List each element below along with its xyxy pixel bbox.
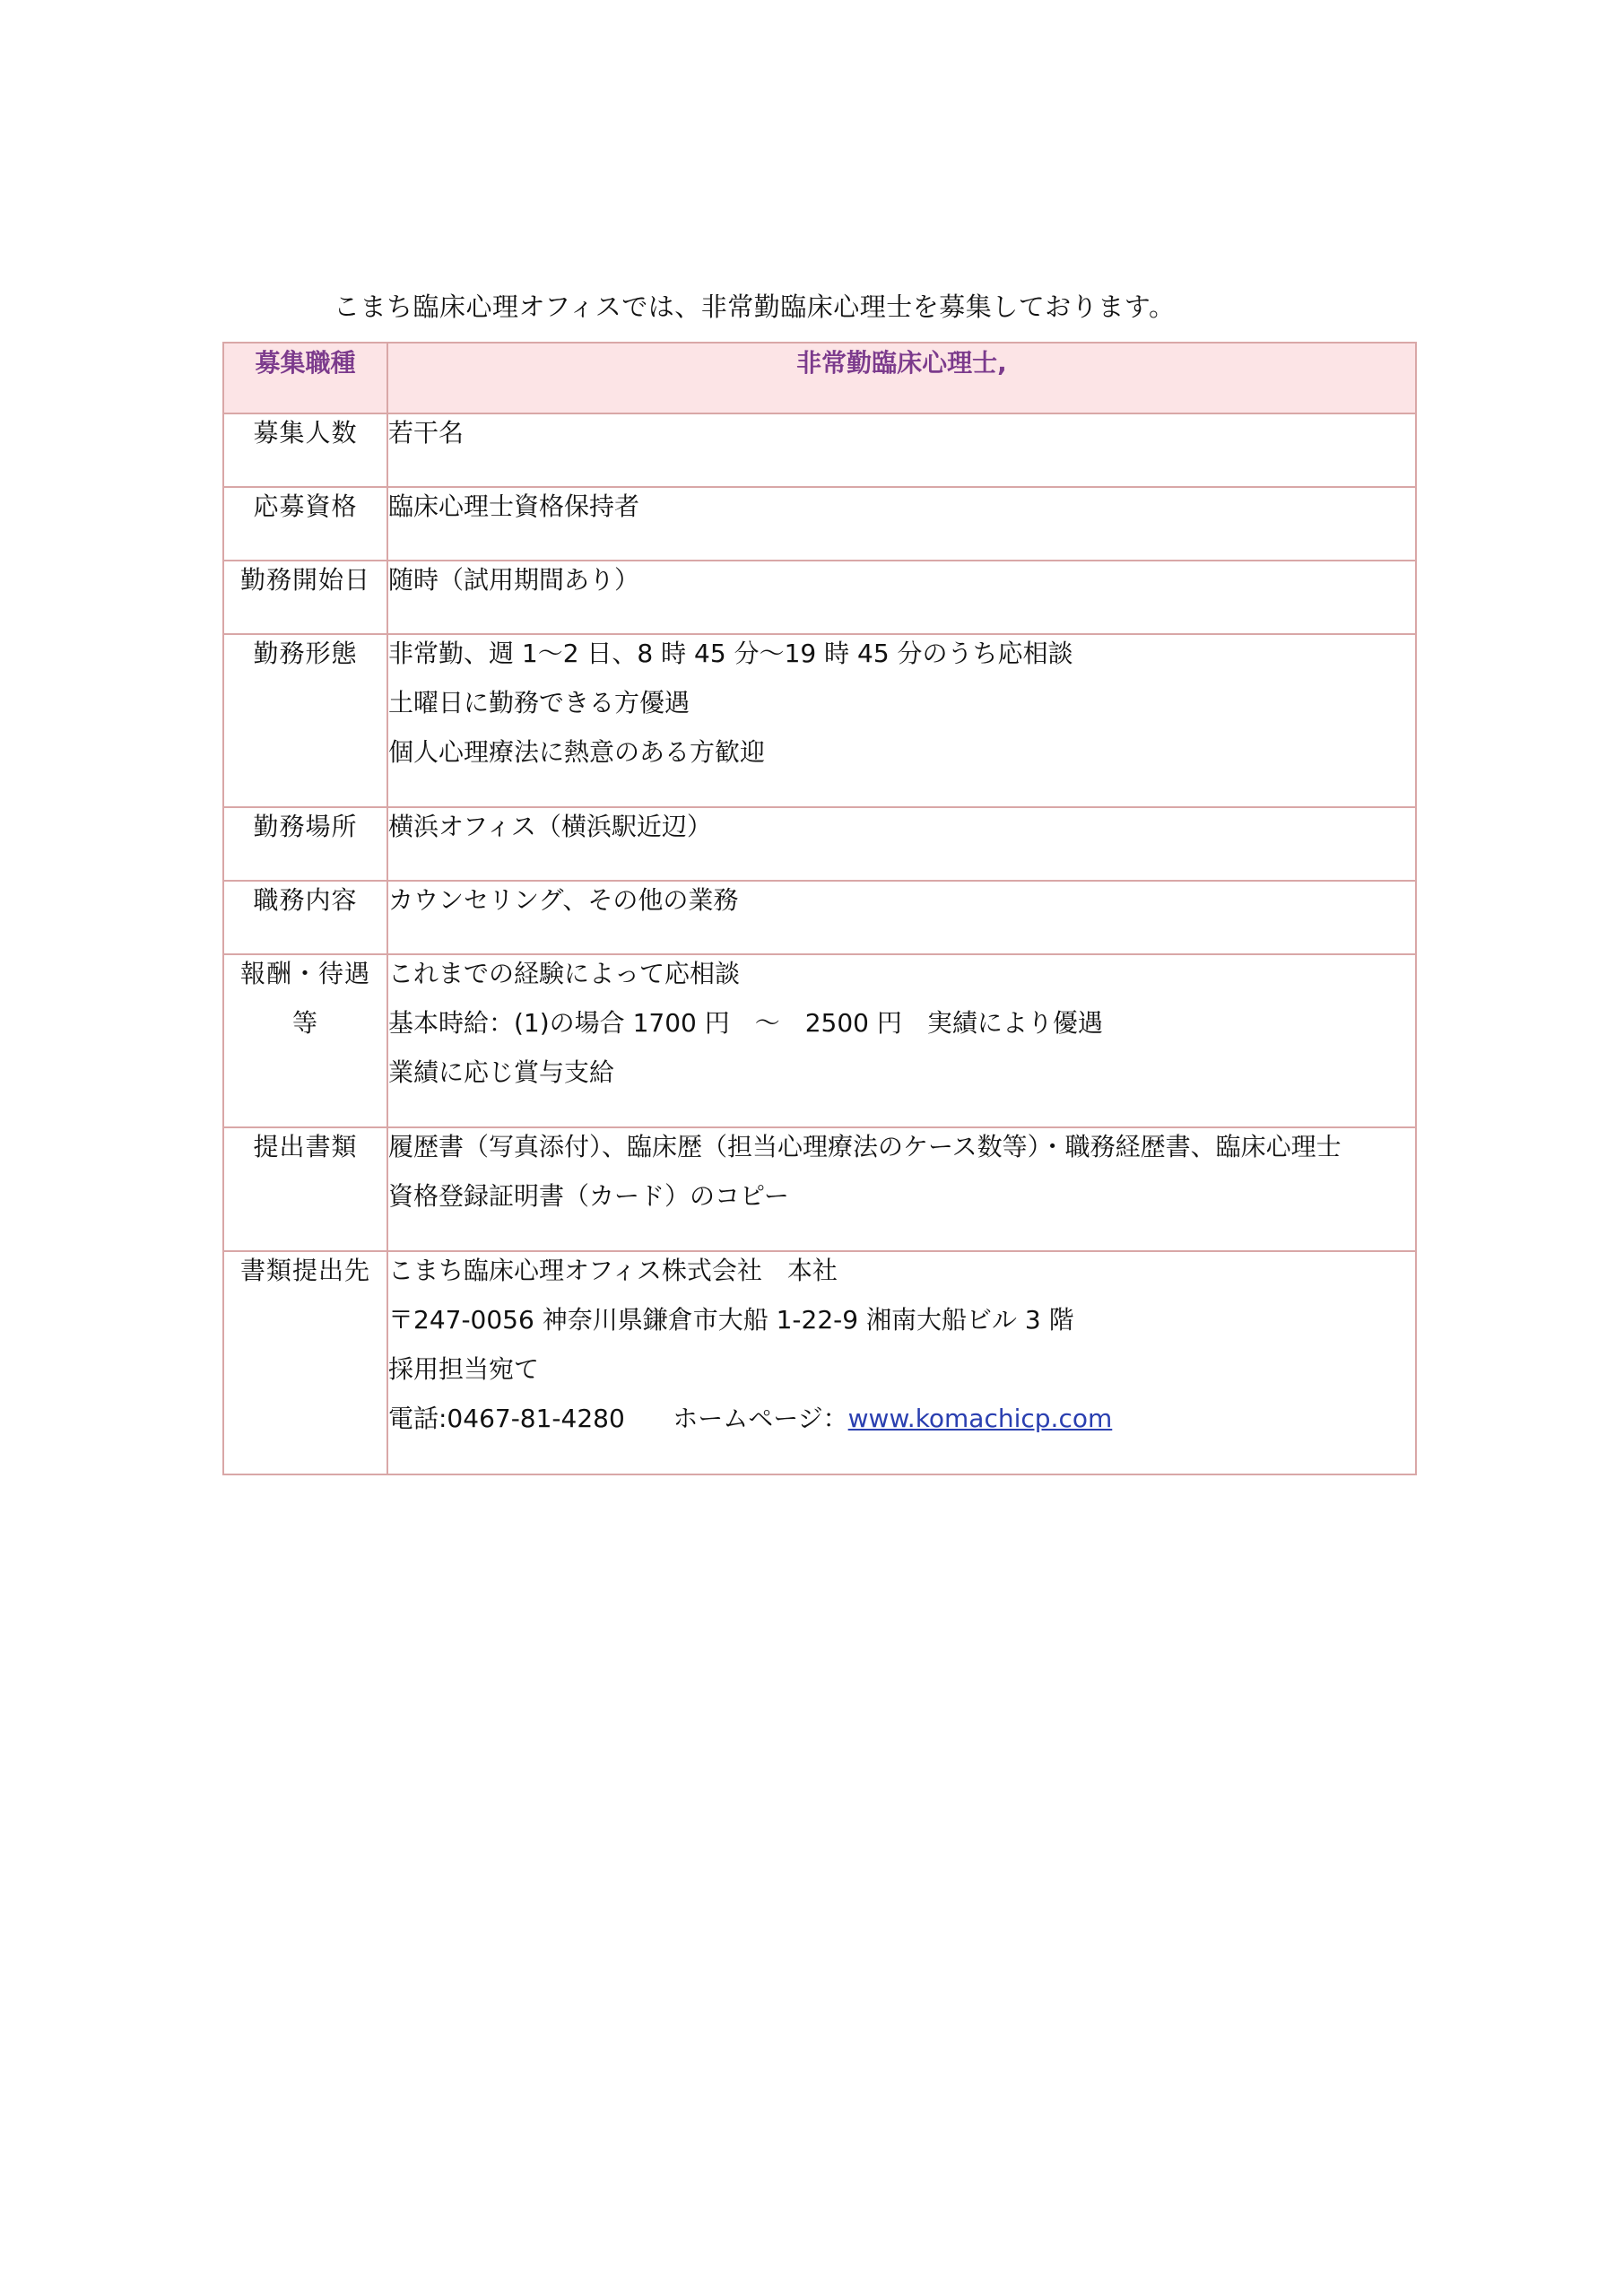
row-label [223, 1127, 387, 1251]
row-label-text: 勤務形態 [253, 639, 358, 668]
row-label [223, 413, 387, 487]
row-value-line: 随時（試用期間あり） [388, 565, 640, 595]
row-label-text: 勤務開始日 [239, 565, 370, 595]
row-value-line: 業績に応じ賞与支給 [388, 1057, 615, 1087]
phone-number: 電話:0467-81-4280 [388, 1404, 625, 1433]
table-row [223, 561, 1416, 634]
row-value-line: 〒247-0056 神奈川県鎌倉市大船 1-22-9 湘南大船ビル 3 階 [388, 1305, 1074, 1335]
row-value [387, 413, 1416, 487]
table-row [223, 954, 1416, 1127]
row-label-text: 職務内容 [253, 885, 358, 915]
row-label [223, 561, 387, 634]
row-value-line: 非常勤、週 1～2 日、8 時 45 分～19 時 45 分のうち応相談 [388, 639, 1073, 668]
row-value-line: 採用担当宛て [388, 1354, 540, 1384]
row-value [387, 807, 1416, 881]
row-value [387, 1127, 1416, 1251]
table-row [223, 881, 1416, 954]
header-value: 非常勤臨床心理士, [387, 343, 1416, 413]
contact-line [388, 1394, 1415, 1443]
row-label [223, 1251, 387, 1474]
row-value-line: 若干名 [388, 418, 465, 448]
row-label-text: 提出書類 [253, 1132, 358, 1161]
intro-text: こまち臨床心理オフィスでは、非常勤臨床心理士を募集しております。 [334, 291, 1176, 322]
table-row [223, 1251, 1416, 1474]
row-label-text: 応募資格 [253, 491, 358, 521]
row-value-line: 履歴書（写真添付）、臨床歴（担当心理療法のケース数等）・職務経歴書、臨床心理士 [388, 1132, 1342, 1161]
row-value-line: 横浜オフィス（横浜駅近辺） [388, 812, 712, 841]
row-label [223, 487, 387, 561]
row-value-line: 土曜日に勤務できる方優遇 [388, 688, 690, 718]
table-row [223, 487, 1416, 561]
row-value-line: これまでの経験によって応相談 [388, 959, 741, 988]
table-row [223, 634, 1416, 807]
row-value-line: カウンセリング、その他の業務 [388, 885, 739, 915]
row-value [387, 487, 1416, 561]
row-value-line: 基本時給：(1)の場合 1700 円 ～ 2500 円 実績により優遇 [388, 1008, 1103, 1038]
row-label-text: 報酬・待遇 [239, 959, 370, 988]
row-value-line: 資格登録証明書（カード）のコピー [388, 1181, 789, 1211]
row-label-text: 等 [291, 1008, 318, 1038]
row-value [387, 881, 1416, 954]
row-value-line: こまち臨床心理オフィス株式会社 本社 [388, 1256, 838, 1285]
row-value [387, 954, 1416, 1127]
row-label-text: 勤務場所 [253, 812, 358, 841]
row-label [223, 634, 387, 807]
row-label [223, 807, 387, 881]
table-row [223, 1127, 1416, 1251]
homepage-link[interactable]: www.komachicp.com [847, 1404, 1113, 1433]
contact-spacer [625, 1404, 673, 1433]
table-row [223, 807, 1416, 881]
row-value-line: 臨床心理士資格保持者 [388, 491, 640, 521]
row-value [387, 561, 1416, 634]
row-label [223, 881, 387, 954]
homepage-label: ホームページ： [673, 1404, 848, 1433]
recruitment-table [222, 342, 1417, 1475]
table-row [223, 413, 1416, 487]
table-header-row [223, 343, 1416, 413]
row-value-line: 個人心理療法に熱意のある方歓迎 [388, 737, 766, 767]
row-value [387, 1251, 1416, 1474]
row-value [387, 634, 1416, 807]
header-label: 募集職種 [223, 343, 387, 413]
row-label-text: 書類提出先 [239, 1256, 370, 1285]
row-label [223, 954, 387, 1127]
row-label-text: 募集人数 [253, 418, 358, 448]
